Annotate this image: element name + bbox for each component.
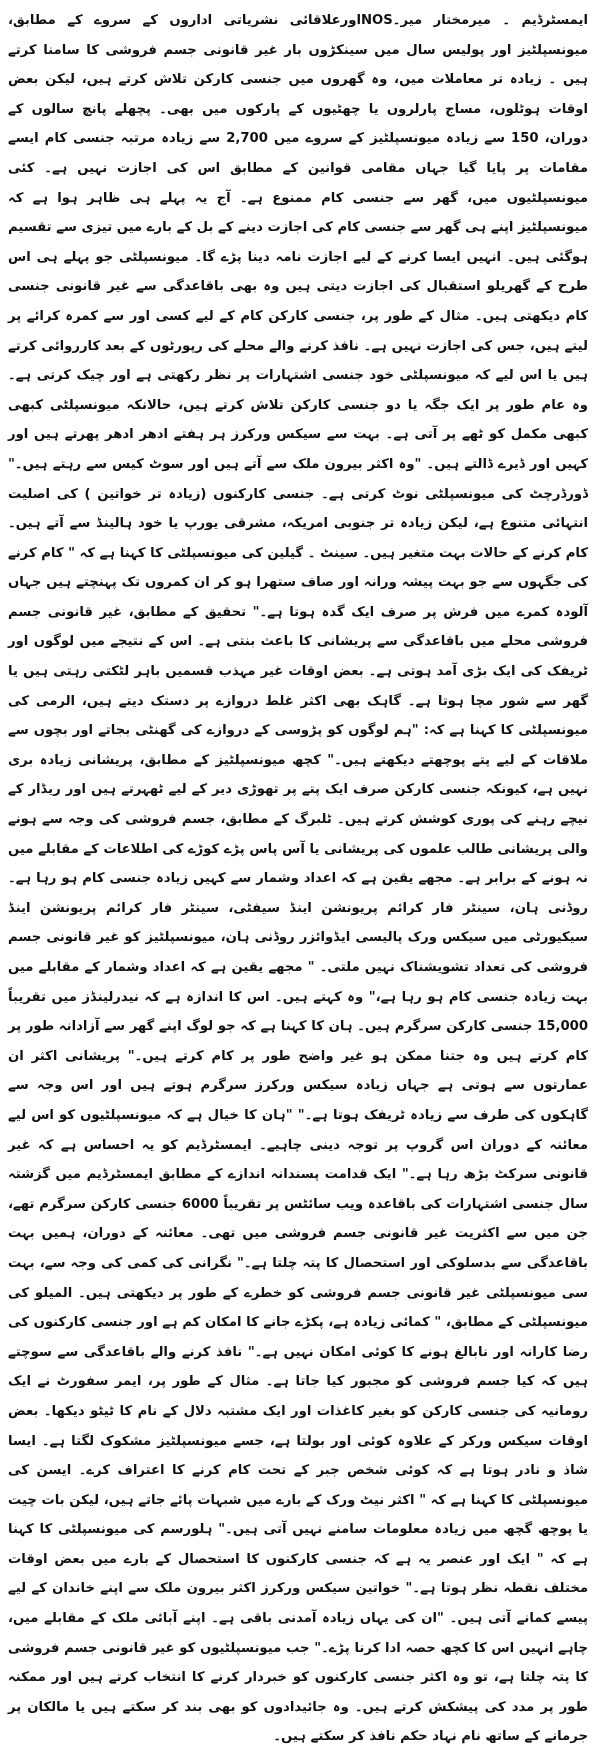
- article-line: میں باقاعدگی سے پریشانی کا باعث بنتی ہے۔ اس کے نتیجے میں لوگوں اور ٹریفک کی ایک بڑی آمد ہوتی ہے۔ بعض اوقات غیر: [8, 634, 588, 680]
- article-line: کے علاوہ کوئی اور بولتا ہے، جسے میونسپلٹیز مشکوک لگتا ہے۔ ایسا شاذ و نادر ہوتا ہے کہ کوئی شخص جبر کے تحت کام کرنے کا اعتراف: [8, 1433, 589, 1479]
- article-line: ہوٹلوں، مساج پارلروں یا چھٹیوں کے پارکوں میں بھی۔ پچھلے پانچ سالوں کے دوران، 150 سے زیادہ میونسپلٹیز کے سروے میں: [8, 101, 588, 147]
- article-line: حالانکہ میونسپلٹی کبھی کبھی مکمل کو ٹھے پر آتی ہے۔ بہت سے سیکس ورکرز ہر ہفتے ادھر ادھر پھرتے ہیں اور کہیں اور ڈیرے ڈالتے ہیں۔: [8, 397, 588, 472]
- article-line: نابالغ ہونے کا کوئی امکان نہیں ہے۔" نافذ کرنے والے باقاعدگی سے سوچتے ہیں کہ کیا جسم فروشی کو مجبور کیا جاتا ہے۔ مثال کے: [8, 1344, 588, 1390]
- article-line: "ان کی یہاں زیادہ آمدنی باقی ہے۔ اپنے آبائی ملک کے مقابلے میں، چاہے انہیں اس کا کچھ حصہ ادا کرنا پڑے۔" جب: [8, 1611, 588, 1656]
- article-line: میں بعض اوقات مختلف نقطہ نظر ہوتا ہے۔" خواتین سیکس ورکرز اکثر بیرون ملک سے اپنے خاندان کے لیے پیسے کمانے آتی ہیں۔: [8, 1551, 588, 1627]
- article-line: حالات بہت متغیر ہیں۔ سینٹ ۔ گیلین کی میونسپلٹی کا کہنا ہے کہ " کام کرنے کی جگہوں سے جو بہت پیشہ ورانہ اور صاف ستھرا ہو کر: [8, 545, 588, 591]
- article-line: رہنے کی پوری کوشش کرتے ہیں۔ ٹلبرگ کے مطابق، جسم فروشی کی وجہ سے ہونے والی پریشانی طالب علموں کی پریشانی یا آس: [8, 812, 588, 857]
- article-line: کرے۔ ایسن کی میونسپلٹی کا کہنا ہے کہ " اکثر نیٹ ورک کے بارے میں شبہات پائے جاتے ہیں، لیکن بات چیت یا پوچھ گچھ میں: [8, 1463, 588, 1538]
- article-line: لیے کہ میونسپلٹی خود جنسی اشتہارات پر نظر رکھتی ہے اور چیک کرتی ہے۔ وہ عام طور پر ایک جگہ یا دو جنسی کارکن تلاش کرتے ہیں،: [8, 368, 588, 413]
- article-line: پیشکش کرتے ہیں۔ وہ جائیدادوں کو بھی بند کر سکتے ہیں یا مالکان پر جرمانے کے ساتھ نام نہاد حکم نافذ کر سکتے ہیں۔: [8, 1699, 588, 1745]
- article-line: غیر قانونی جسم فروشی کا سامنا کرتے ہیں ۔ زیادہ تر معاملات میں، وہ گھروں میں جنسی کارکن تلاش کرتے ہیں، لیکن بعض اوقات: [8, 42, 589, 117]
- article-line: سے بدسلوکی اور استحصال کا پتہ چلتا ہے۔" نگرانی کی کمی کی وجہ سے، بہت سی میونسپلٹی غیر قانونی جسم فروشی کو خطرے کے طور پر: [8, 1255, 589, 1301]
- article-line: ان کمروں تک پہنچتے ہیں جہاں آلودہ کمرے میں فرش پر صرف ایک گدہ ہوتا ہے۔" تحقیق کے مطابق، غیر قانونی جسم فروشی محلے: [8, 575, 589, 650]
- article-line: ہے کہ میونسپلٹیوں کو اس لیے معائنہ کے دوران اس گروپ پر توجہ دینی چاہیے۔ ایمسٹرڈیم کو یہ احساس ہے کہ غیر قانونی سرکٹ بڑھ: [8, 1107, 588, 1183]
- article-line: مہذب قسمیں باہر لٹکتی رہتی ہیں یا گھر سے شور مچا ہوتا ہے۔ گاہک بھی اکثر غلط دروازے پر دستک دیتے ہیں، الرمی کی میونسپلٹی کا کہنا: [8, 664, 589, 739]
- article-line: ہے کہ: "ہم لوگوں کو پڑوسی کے دروازے کی گھنٹی بجاتے اور بچوں سے ملاقات کے لیے پتے پوچھتے دیکھتے ہیں۔" کچھ میونسپلٹیز: [8, 723, 588, 768]
- article-line: ہان، میونسپلٹیز کو غیر قانونی جسم فروشی کی تعداد تشویشناک نہیں ملتی۔ " مجھے یقین ہے کہ اعداد وشمار کے مقابلے میں بہت زیادہ جنسی: [8, 930, 588, 1005]
- article-body: [8, 6, 588, 1752]
- article-line: ایمسٹرڈیم ۔ میرمختار میر۔NOSاورعلاقائی نشریاتی اداروں کے سروے کے مطابق، میونسپلٹیز اور پولیس سال میں سینکڑوں بار: [8, 13, 588, 58]
- article-line: "وہ اکثر بیرون ملک سے آتے ہیں اور سوٹ کیس سے رہتے ہیں۔" ڈورڈرچٹ کی میونسپلٹی نوٹ کرتی ہے۔ جنسی کارکنوں (زیادہ: [8, 456, 588, 502]
- article-line: میں، گھر سے جنسی کام ممنوع ہے۔ آج یہ پہلے ہی ظاہر ہوا ہے کہ میونسپلٹیز اپنے ہی گھر سے جنسی کام کی اجازت دینے کے بل کے: [8, 190, 588, 236]
- article-line: طور پر، ایمر سفورٹ نے ایک رومانیہ کی جنسی کارکن کو بغیر کاغذات اور ایک مشتبہ دلال کے نام کا ٹیٹو دیکھا۔ بعض اوقات سیکس ورکر: [8, 1374, 589, 1449]
- article-line: کے مطابق، پریشانی زیادہ بری نہیں ہے، کیونکہ جنسی کارکن صرف ایک پتے پر تھوڑی دیر کے لیے ٹھہرتے ہیں اور ریڈار کے نیچے: [8, 752, 588, 828]
- article-line: زیادہ معلومات سامنے نہیں آتی ہیں۔" ہلورسم کی میونسپلٹی کا کہنا ہے کہ " ایک اور عنصر یہ ہے کہ جنسی کارکنوں کا استحصال کے بارے: [8, 1522, 589, 1567]
- article-line: اور سے کمرہ کرائے پر لیتے ہیں، جس کی اجازت نہیں ہے۔ نافذ کرنے والے محلے کی رپورٹوں کے بعد کارروائی کرتے ہیں یا اس: [8, 308, 589, 384]
- article-line: دیکھتی ہیں۔ المیلو کی میونسپلٹی کے مطابق، " کمائی زیادہ ہے، پکڑے جانے کا امکان کم ہے اور جنسی کارکنوں کی رضا کارانہ اور: [8, 1285, 588, 1360]
- article-line: رہا ہے۔" ایک قدامت پسندانہ اندازے کے مطابق ایمسٹرڈیم میں گزشتہ سال جنسی اشتہارات کی باقاعدہ ویب سائٹس پر تقریباً: [8, 1167, 588, 1212]
- article-line: استقبال کی اجازت دیتی ہیں وہ بھی باقاعدگی سے غیر قانونی جنسی کام دیکھتی ہیں۔ مثال کے طور پر، جنسی کارکن کام کے لیے کسی: [8, 279, 588, 324]
- article-line: 2,700 سے زیادہ مرتبہ جنسی کام ایسے مقامات پر پایا گیا جہاں مقامی قوانین کے مطابق اس کی اجازت نہیں ہے۔ کئی میونسپلٹیوں: [8, 131, 588, 206]
- article-line: 6000 جنسی کارکن سرگرم تھے، جن میں سے اکثریت غیر قانونی جسم فروشی میں تھی۔ معائنہ کے دوران، ہمیں بہت باقاعدگی: [8, 1196, 588, 1271]
- article-line: لوگ اپنے گھر سے آزادانہ طور پر کام کرتے ہیں وہ جتنا ممکن ہو غیر واضح طور پر کام کرتے ہیں۔" پریشانی اکثر ان عمارتوں سے: [8, 1019, 589, 1094]
- article-line: ہوتی ہے جہاں زیادہ سیکس ورکرز سرگرم ہوتے ہیں اور اس وجہ سے گاہکوں کی طرف سے زیادہ ٹریفک ہوتا ہے۔" "ہان کا خیال: [8, 1078, 588, 1123]
- article-line: رہا ہے۔ روڈنی ہان، سینٹر فار کرائم پریونشن اینڈ سیفٹی، سینٹر فار کرائم پریونشن اینڈ سیکیورٹی میں سیکس ورک پالیسی ایڈوائزر روڈنی: [8, 871, 588, 946]
- article-line: پاس پڑے کوڑے کی اطلاعات کے مقابلے میں نہ ہونے کے برابر ہے۔ مجھے یقین ہے کہ اعداد وشمار سے کہیں زیادہ جنسی کام ہو: [8, 841, 588, 887]
- article-line: کام ہو رہا ہے،" وہ کہتے ہیں۔ اس کا اندازہ ہے کہ نیدرلینڈز میں تقریباً 15,000 جنسی کارکن سرگرم ہیں۔ ہان کا کہنا ہے کہ جو: [8, 989, 589, 1035]
- article-line: بارے میں تیزی سے تقسیم ہوگئی ہیں۔ انہیں ایسا کرنے کے لیے اجازت نامہ دینا پڑے گا۔ میونسپلٹی جو پہلے ہی اس طرح کے گھریلو: [8, 220, 588, 295]
- article-line: تر خواتین ) کی اصلیت انتہائی متنوع ہے، لیکن زیادہ تر جنوبی امریکہ، مشرقی یورپ یا خود ہالینڈ سے آتے ہیں۔ کام کرنے کے: [8, 486, 589, 561]
- article-line: میونسپلٹیوں کو غیر قانونی جسم فروشی کا پتہ چلتا ہے، تو وہ اکثر جنسی کارکنوں کو خبردار کرنے کا انتخاب کرتے ہیں اور ممکنہ طور پر مدد کی: [8, 1640, 588, 1715]
